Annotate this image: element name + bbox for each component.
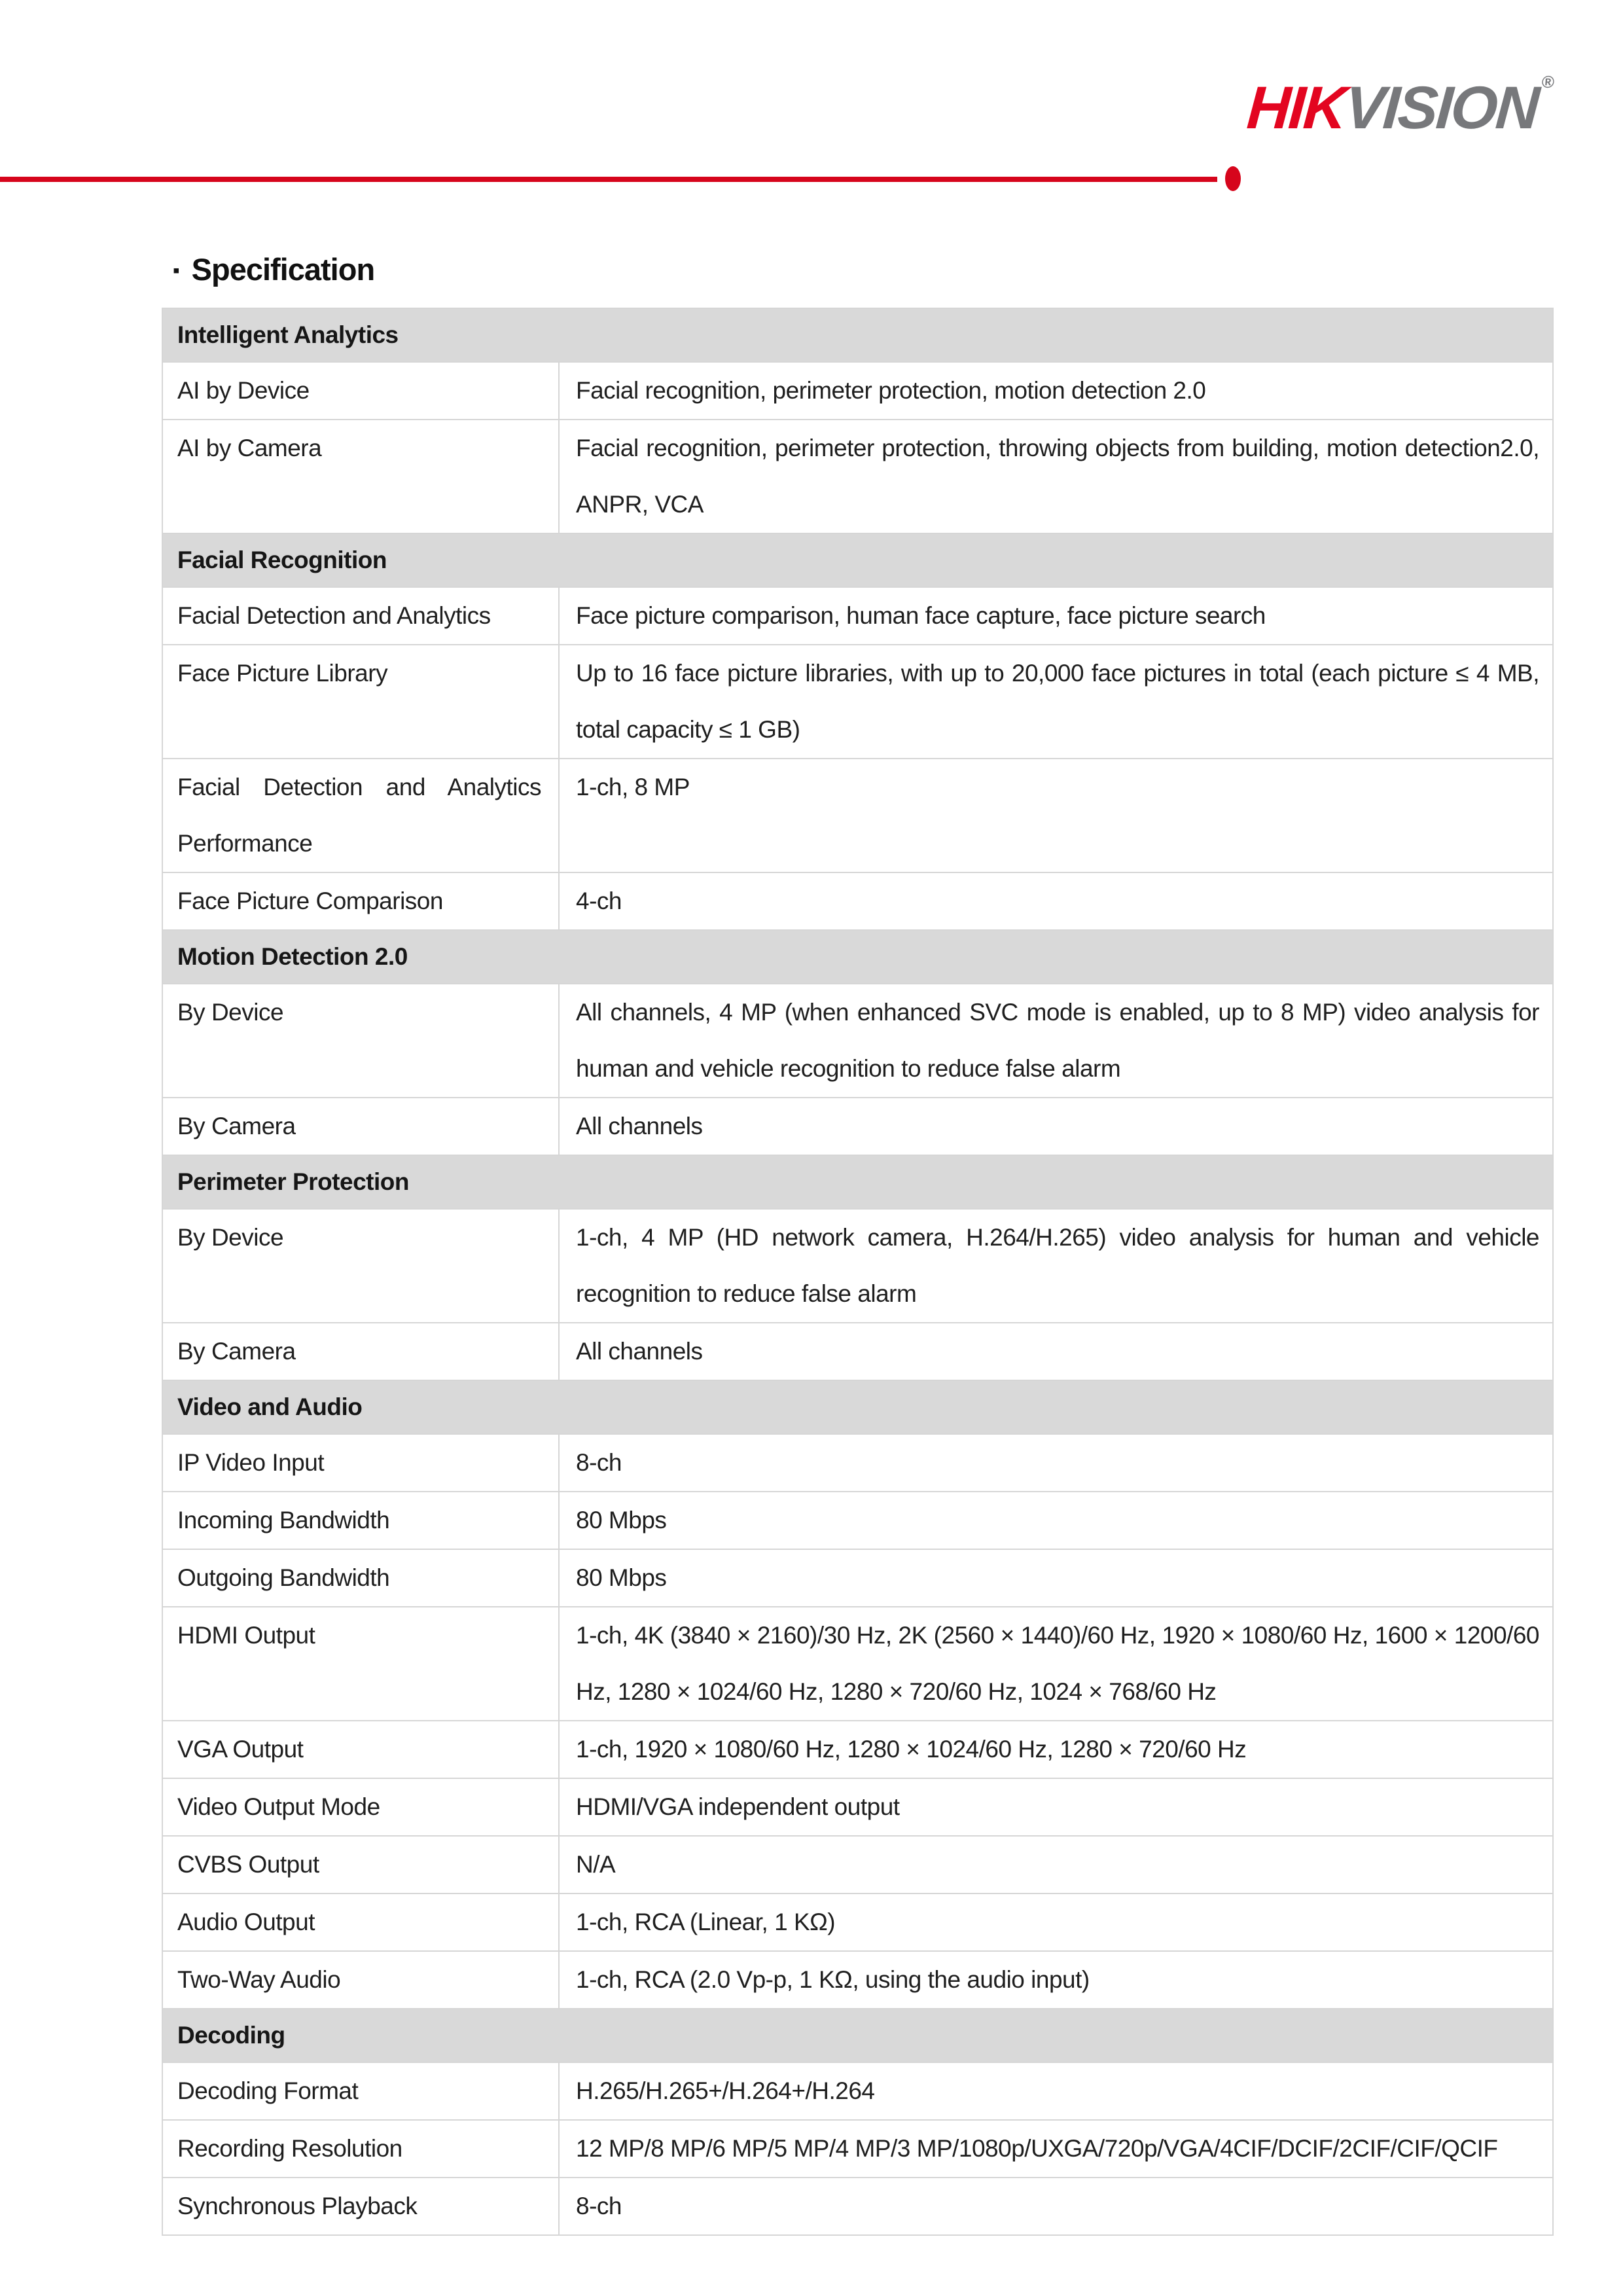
spec-label: By Camera <box>163 1098 560 1155</box>
header-divider-dot-icon <box>1225 166 1241 191</box>
section-title: Perimeter Protection <box>177 1168 409 1195</box>
spec-row <box>163 1779 1552 1837</box>
spec-value: Facial recognition, perimeter protection, throwing objects from building, motion detection2.0, ANPR, VCA <box>576 435 1539 518</box>
spec-label: Face Picture Library <box>163 645 560 758</box>
spec-row <box>163 1721 1552 1779</box>
spec-value: 1-ch, 4K (3840 × 2160)/30 Hz, 2K (2560 × 1440)/60 Hz, 1920 × 1080/60 Hz, 1600 × 1200/60 Hz, 1280 × 1024/60 Hz, 1280 × 720/60 Hz, 1024 × 768/60 Hz <box>576 1622 1539 1705</box>
spec-value: 80 Mbps <box>576 1564 667 1591</box>
section-header-row <box>163 534 1552 588</box>
spec-row <box>163 984 1552 1098</box>
spec-value: N/A <box>576 1851 616 1878</box>
spec-row <box>163 1492 1552 1550</box>
spec-row <box>163 1323 1552 1381</box>
section-title: Intelligent Analytics <box>177 321 399 348</box>
spec-value: 4-ch <box>576 888 622 914</box>
spec-value: Facial recognition, perimeter protection, motion detection 2.0 <box>576 377 1206 404</box>
spec-label: VGA Output <box>163 1721 560 1778</box>
spec-label: Facial Detection and Analytics Performance <box>163 759 560 872</box>
spec-label: Audio Output <box>163 1894 560 1950</box>
section-title: Facial Recognition <box>177 547 387 573</box>
spec-value: H.265/H.265+/H.264+/H.264 <box>576 2077 875 2104</box>
spec-label: Recording Resolution <box>163 2121 560 2177</box>
spec-label: Video Output Mode <box>163 1779 560 1835</box>
section-header-row <box>163 2009 1552 2063</box>
logo-hik-text: HIK <box>1244 75 1347 141</box>
spec-row <box>163 1952 1552 2009</box>
section-header-row <box>163 931 1552 984</box>
spec-label: CVBS Output <box>163 1837 560 1893</box>
spec-row <box>163 1894 1552 1952</box>
spec-value: 8-ch <box>576 2193 622 2219</box>
spec-value: 1-ch, 1920 × 1080/60 Hz, 1280 × 1024/60 Hz, 1280 × 720/60 Hz <box>576 1736 1247 1763</box>
spec-label: Facial Detection and Analytics <box>163 588 560 644</box>
spec-value: HDMI/VGA independent output <box>576 1793 900 1820</box>
spec-row <box>163 1837 1552 1894</box>
spec-value: 8-ch <box>576 1449 622 1476</box>
spec-value: 80 Mbps <box>576 1507 667 1534</box>
spec-row <box>163 645 1552 759</box>
spec-label: Decoding Format <box>163 2063 560 2119</box>
logo-vision-text: VISION <box>1342 75 1540 141</box>
spec-label: Outgoing Bandwidth <box>163 1550 560 1606</box>
spec-label: Face Picture Comparison <box>163 873 560 929</box>
spec-row <box>163 1098 1552 1156</box>
header-divider-line <box>0 177 1217 182</box>
spec-row <box>163 2178 1552 2236</box>
section-header-row <box>163 1381 1552 1435</box>
spec-value: 1-ch, 4 MP (HD network camera, H.264/H.265) video analysis for human and vehicle recognition to reduce false alarm <box>576 1224 1539 1307</box>
spec-label: Two-Way Audio <box>163 1952 560 2008</box>
spec-row <box>163 1210 1552 1323</box>
page-title <box>173 254 374 285</box>
section-title: Video and Audio <box>177 1393 363 1420</box>
spec-value: 1-ch, 8 MP <box>576 774 690 800</box>
spec-label: AI by Device <box>163 363 560 419</box>
spec-row <box>163 420 1552 534</box>
section-header-row <box>163 1156 1552 1210</box>
spec-row <box>163 873 1552 931</box>
spec-table <box>162 308 1554 2236</box>
spec-row <box>163 759 1552 873</box>
spec-row <box>163 363 1552 420</box>
spec-value: 12 MP/8 MP/6 MP/5 MP/4 MP/3 MP/1080p/UXGA/720p/VGA/4CIF/DCIF/2CIF/CIF/QCIF <box>576 2135 1498 2162</box>
hikvision-logo <box>1244 72 1555 141</box>
spec-label: By Device <box>163 984 560 1097</box>
spec-label: AI by Camera <box>163 420 560 533</box>
registered-trademark-icon: ® <box>1541 72 1555 92</box>
page-title-text: Specification <box>191 252 375 287</box>
spec-row <box>163 1607 1552 1721</box>
spec-value: 1-ch, RCA (2.0 Vp-p, 1 KΩ, using the audio input) <box>576 1966 1090 1993</box>
section-title: Motion Detection 2.0 <box>177 943 408 970</box>
section-header-row <box>163 309 1552 363</box>
spec-label: IP Video Input <box>163 1435 560 1491</box>
spec-label: Incoming Bandwidth <box>163 1492 560 1549</box>
spec-row <box>163 588 1552 645</box>
spec-label: Synchronous Playback <box>163 2178 560 2234</box>
section-title: Decoding <box>177 2022 285 2049</box>
spec-row <box>163 2121 1552 2178</box>
spec-value: 1-ch, RCA (Linear, 1 KΩ) <box>576 1909 836 1935</box>
spec-label: HDMI Output <box>163 1607 560 1720</box>
spec-row <box>163 1435 1552 1492</box>
spec-label: By Camera <box>163 1323 560 1380</box>
spec-value: Face picture comparison, human face capture, face picture search <box>576 602 1266 629</box>
spec-row <box>163 1550 1552 1607</box>
spec-value: All channels, 4 MP (when enhanced SVC mode is enabled, up to 8 MP) video analysis for human and vehicle recognition to reduce false alarm <box>576 999 1539 1082</box>
square-bullet-icon: ▪ <box>173 259 180 281</box>
spec-row <box>163 2063 1552 2121</box>
spec-label: By Device <box>163 1210 560 1322</box>
spec-value: All channels <box>576 1113 703 1139</box>
spec-value: All channels <box>576 1338 703 1365</box>
spec-value: Up to 16 face picture libraries, with up to 20,000 face pictures in total (each picture ≤ 4 MB, total capacity ≤ 1 GB) <box>576 660 1539 743</box>
